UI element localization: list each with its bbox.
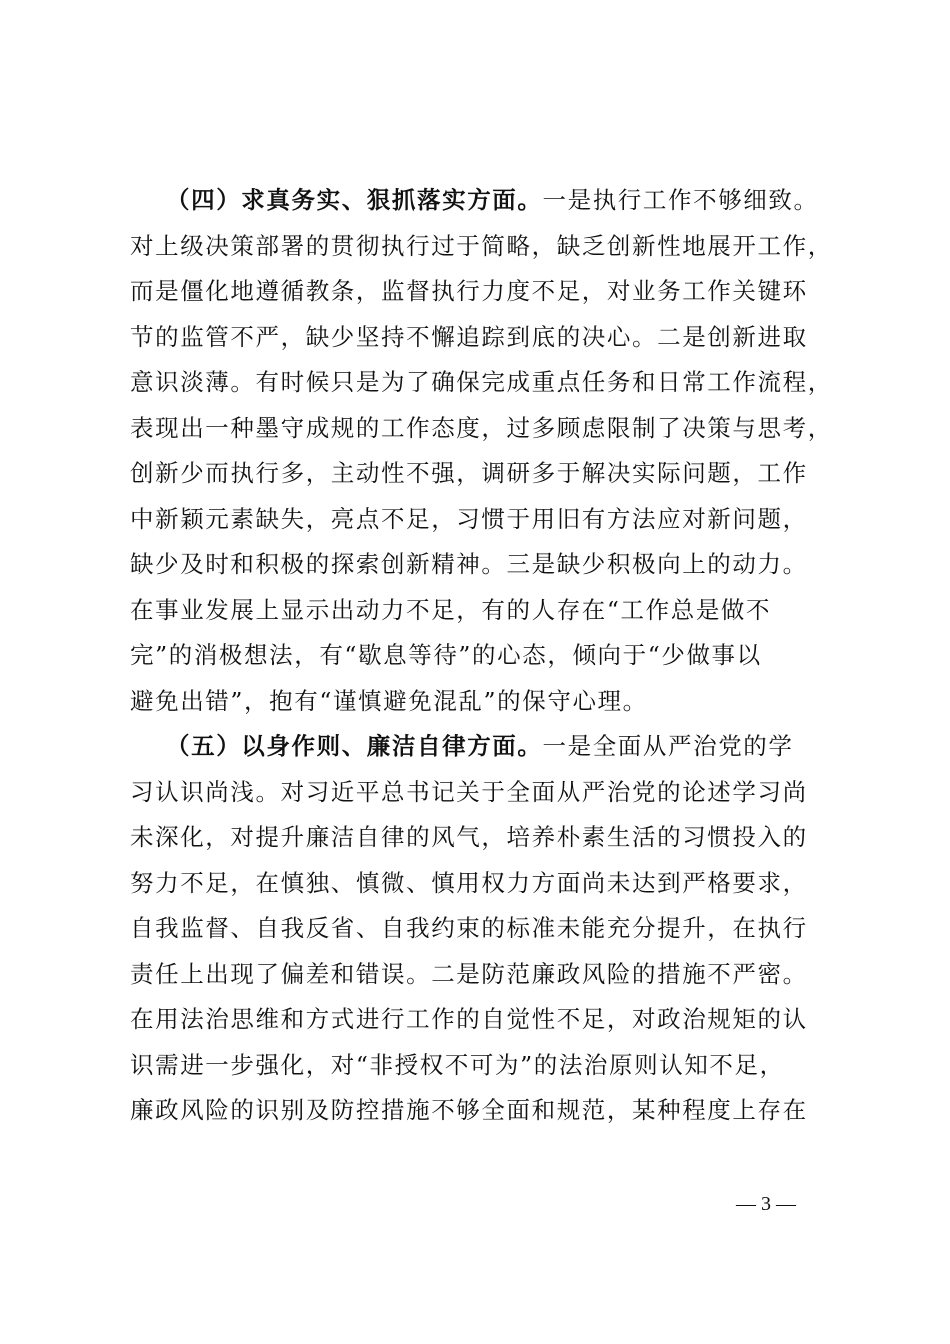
paragraph-5-line: 责任上出现了偏差和错误。二是防范廉政风险的措施不严密。 [130,959,808,988]
paragraph-5-line-1 [130,724,830,770]
document-body [130,178,833,1134]
paragraph-5-line: 廉政风险的识别及防控措施不够全面和规范，某种程度上存在 [130,1096,808,1124]
page-number: — 3 — [736,1193,796,1215]
paragraph-4-line: 缺少及时和积极的探索创新精神。三是缺少积极向上的动力。 [130,550,808,578]
paragraph-5-line-1-text: 一是全面从严治党的学 [542,732,794,760]
paragraph-5-line: 习认识尚浅。对习近平总书记关于全面从严治党的论述学习尚 [130,777,808,806]
paragraph-4-line: 而是僵化地遵循教条，监督执行力度不足，对业务工作关键环 [130,277,808,305]
paragraph-4-line: 创新少而执行多，主动性不强，调研多于解决实际问题，工作 [130,459,808,487]
paragraph-5-line: 识需进一步强化，对“非授权不可为”的法治原则认知不足， [130,1050,785,1079]
paragraph-4-line: 完”的消极想法，有“歇息等待”的心态，倾向于“少做事以 [130,641,762,669]
paragraph-4-line-1 [130,178,830,224]
section-heading-4: （四）求真务实、狠抓落实方面。 [166,186,543,214]
paragraph-4-line: 节的监管不严，缺少坚持不懈追踪到底的决心。二是创新进取 [130,322,808,351]
paragraph-5-line: 在用法治思维和方式进行工作的自觉性不足，对政治规矩的认 [130,1005,808,1033]
section-heading-5: （五）以身作则、廉洁自律方面。 [166,732,543,760]
paragraph-4-line: 对上级决策部署的贯彻执行过于简略，缺乏创新性地展开工作， [130,231,833,260]
paragraph-4-line: 表现出一种墨守成规的工作态度，过多顾虑限制了决策与思考， [130,413,833,442]
paragraph-4-line: 避免出错”，抱有“谨慎避免混乱”的保守心理。 [130,686,648,715]
paragraph-4-line: 在事业发展上显示出动力不足，有的人存在“工作总是做不 [130,595,772,624]
paragraph-5-line: 自我监督、自我反省、自我约束的标准未能充分提升，在执行 [130,914,808,942]
paragraph-4-line: 中新颖元素缺失，亮点不足，习惯于用旧有方法应对新问题， [130,504,808,533]
paragraph-5-line: 努力不足，在慎独、慎微、慎用权力方面尚未达到严格要求， [130,868,808,897]
paragraph-4-line: 意识淡薄。有时候只是为了确保完成重点任务和日常工作流程， [130,368,833,396]
paragraph-4-line-1-text: 一是执行工作不够细致。 [542,186,819,214]
paragraph-5-line: 未深化，对提升廉洁自律的风气，培养朴素生活的习惯投入的 [130,823,808,851]
